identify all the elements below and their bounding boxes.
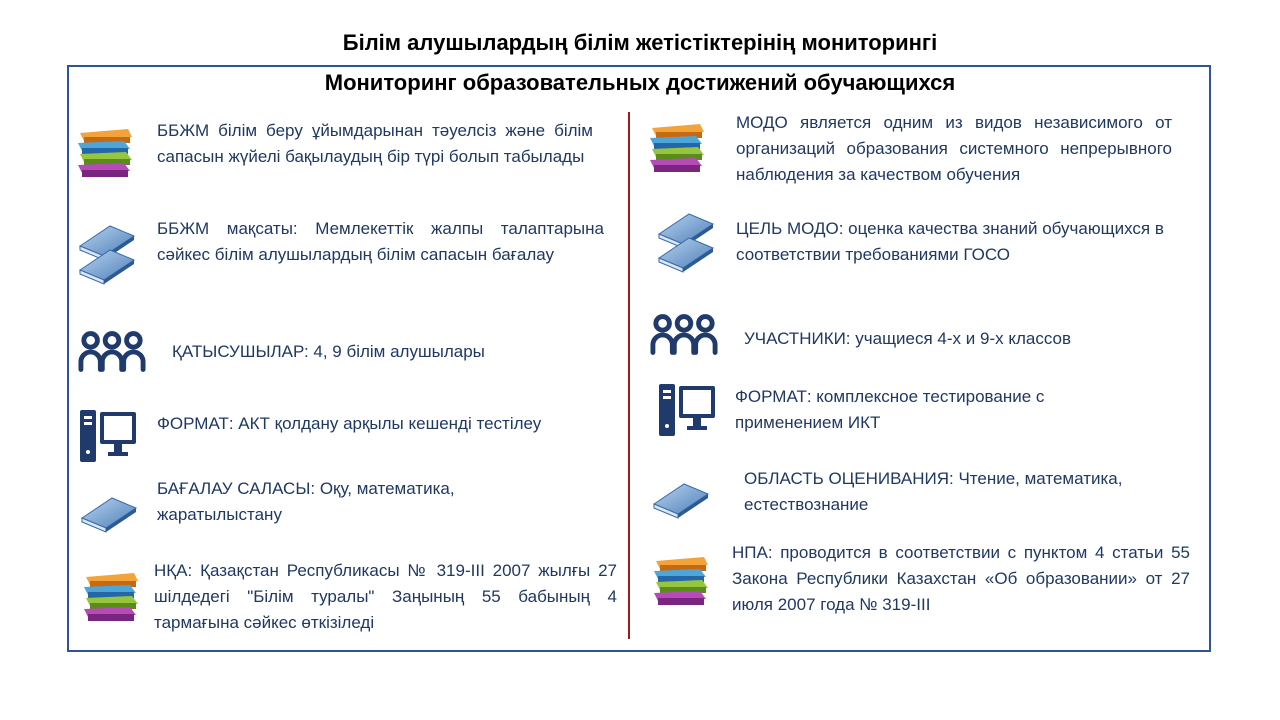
book-icon xyxy=(78,494,138,534)
page-title-russian: Мониторинг образовательных достижений обучающихся xyxy=(324,70,956,95)
left-item-description: ББЖМ білім беру ұйымдарынан тәуелсіз және білім сапасын жүйелі бақылаудың бір түрі болып табылады xyxy=(157,121,593,166)
right-item-description: МОДО является одним из видов независимого от организаций образования системного непрерывного наблюдения за качеством обучения xyxy=(736,113,1172,184)
computer-icon xyxy=(657,382,717,438)
right-item-goal: ЦЕЛЬ МОДО: оценка качества знаний обучающихся в соответствии требованиями ГОСО xyxy=(736,219,1164,264)
books-icon xyxy=(76,222,136,286)
book-icon xyxy=(650,480,710,520)
right-item-area: ОБЛАСТЬ ОЦЕНИВАНИЯ: Чтение, математика, естествознание xyxy=(744,469,1123,514)
left-item-legal: НҚА: Қазақстан Республикасы № 319-ІІІ 2007 жылғы 27 шілдедегі "Білім туралы" Заңының 55 бабының 4 тармағына сәйкес өткізіледі xyxy=(154,561,617,632)
page-title-kazakh: Білім алушылардың білім жетістіктерінің мониторингі xyxy=(342,30,938,55)
right-item-participants: УЧАСТНИКИ: учащиеся 4-х и 9-х классов xyxy=(744,329,1072,348)
books-stack-icon xyxy=(650,555,710,607)
people-icon xyxy=(650,313,718,357)
column-divider xyxy=(628,112,630,639)
books-stack-icon xyxy=(646,122,706,174)
books-icon xyxy=(655,210,715,274)
people-icon xyxy=(78,330,146,374)
computer-icon xyxy=(78,408,138,464)
books-stack-icon xyxy=(74,127,134,179)
left-item-format: ФОРМАТ: АКТ қолдану арқылы кешенді тестілеу xyxy=(157,414,542,433)
left-item-area: БАҒАЛАУ САЛАСЫ: Оқу, математика, жаратылыстану xyxy=(157,479,455,524)
books-stack-icon xyxy=(80,571,140,623)
right-item-format: ФОРМАТ: комплексное тестирование с применением ИКТ xyxy=(735,387,1045,432)
left-item-participants: ҚАТЫСУШЫЛАР: 4, 9 білім алушылары xyxy=(172,342,485,361)
right-item-legal: НПА: проводится в соответствии с пунктом 4 статьи 55 Закона Республики Казахстан «Об образовании» от 27 июля 2007 года № 319-III xyxy=(732,543,1190,614)
left-item-goal: ББЖМ мақсаты: Мемлекеттік жалпы талаптарына сәйкес білім алушылардың білім сапасын бағалау xyxy=(157,219,604,264)
